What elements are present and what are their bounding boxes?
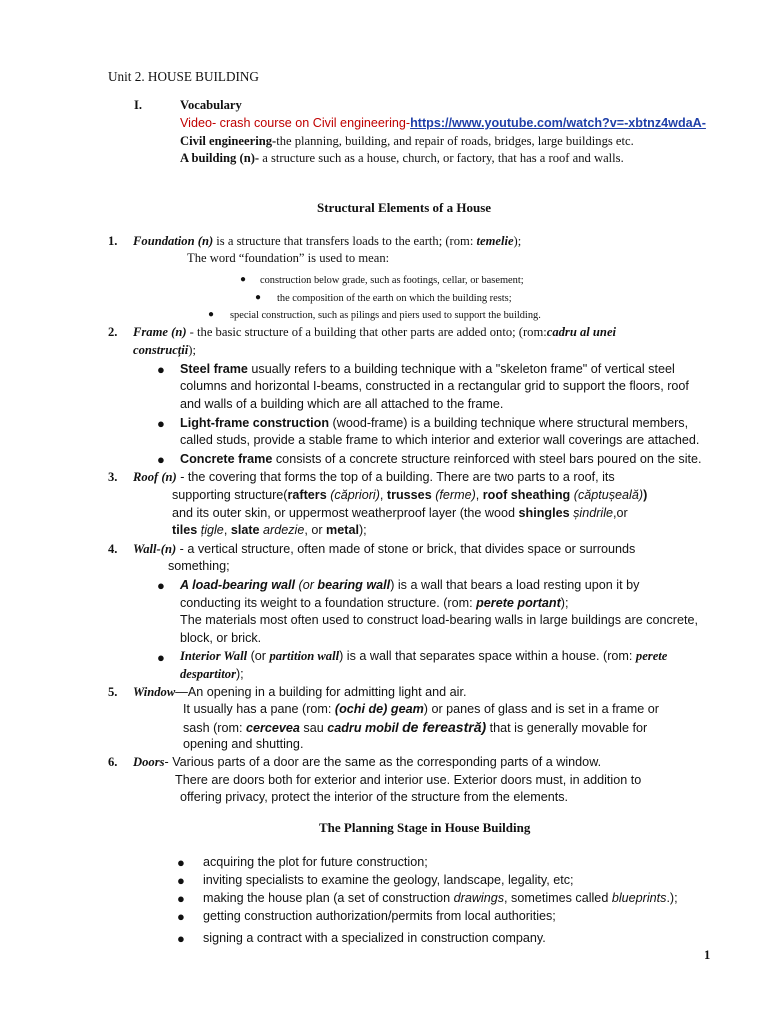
load-bearing-line-2: conducting its weight to a foundation structure. (rom: perete portant); bbox=[180, 596, 569, 610]
frame-term: Frame (n) bbox=[133, 325, 187, 339]
bullet-icon: ● bbox=[157, 362, 165, 377]
steel-frame-line-1: Steel frame usually refers to a building technique with a "skeleton frame" of vertical steel bbox=[180, 362, 675, 376]
bullet-icon: ● bbox=[240, 274, 247, 285]
item-number-4: 4. bbox=[108, 542, 118, 556]
bullet-icon: ● bbox=[157, 578, 165, 593]
bullet-icon: ● bbox=[177, 931, 185, 946]
bullet-icon: ● bbox=[208, 309, 215, 320]
steel-frame-line-3: and walls of a building which are all attached to the frame. bbox=[180, 397, 504, 411]
window-definition: Window—An opening in a building for admitting light and air. bbox=[133, 685, 467, 699]
foundation-bullet-3: special construction, such as pilings and piers used to support the building. bbox=[230, 310, 541, 321]
planning-step-2: inviting specialists to examine the geology, landscape, legality, etc; bbox=[203, 873, 574, 887]
wall-term: Wall-(n) bbox=[133, 542, 177, 556]
building-definition: A building (n)- a structure such as a house, church, or factory, that has a roof and walls. bbox=[180, 151, 624, 165]
light-frame-line-2: called studs, provide a stable frame to which interior and exterior wall coverings are attached. bbox=[180, 433, 700, 447]
vocabulary-heading: Vocabulary bbox=[180, 98, 242, 112]
planning-step-3: making the house plan (a set of construction drawings, sometimes called blueprints.); bbox=[203, 891, 678, 905]
steel-frame-term: Steel frame bbox=[180, 362, 248, 376]
foundation-bullet-2: the composition of the earth on which the building rests; bbox=[277, 293, 512, 304]
structural-elements-heading: Structural Elements of a House bbox=[317, 200, 492, 215]
concrete-frame-term: Concrete frame bbox=[180, 452, 273, 466]
planning-step-5: signing a contract with a specialized in construction company. bbox=[203, 931, 546, 945]
item-number-3: 3. bbox=[108, 470, 118, 484]
planning-step-4: getting construction authorization/permits from local authorities; bbox=[203, 909, 556, 923]
item-number-5: 5. bbox=[108, 685, 118, 699]
wall-line-2: something; bbox=[168, 559, 230, 573]
bullet-icon: ● bbox=[157, 416, 165, 431]
bullet-icon: ● bbox=[157, 452, 165, 467]
window-line-2: It usually has a pane (rom: (ochi de) geam) or panes of glass and is set in a frame or bbox=[183, 702, 659, 716]
unit-title: Unit 2. HOUSE BUILDING bbox=[108, 69, 259, 84]
foundation-definition: Foundation (n) is a structure that transfers loads to the earth; (rom: temelie); bbox=[133, 234, 522, 248]
roof-term: Roof (n) bbox=[133, 470, 177, 484]
light-frame-term: Light-frame construction bbox=[180, 416, 330, 430]
window-line-3: sash (rom: cercevea sau cadru mobil de fereastră) that is generally movable for bbox=[183, 719, 648, 735]
roof-definition: Roof (n) - the covering that forms the top of a building. There are two parts to a roof, its bbox=[133, 470, 615, 484]
load-bearing-term: A load-bearing wall bbox=[180, 578, 295, 592]
materials-line-1: The materials most often used to construct load-bearing walls in large buildings are concrete, bbox=[180, 613, 699, 627]
bullet-icon: ● bbox=[177, 909, 185, 924]
frame-definition-cont: construcții); bbox=[133, 343, 196, 357]
item-number-1: 1. bbox=[108, 234, 118, 248]
light-frame-line-1: Light-frame construction (wood-frame) is a building technique where structural members, bbox=[180, 416, 689, 430]
wall-definition: Wall-(n) - a vertical structure, often made of stone or brick, that divides space or surrounds bbox=[133, 542, 636, 556]
foundation-word-line: The word “foundation” is used to mean: bbox=[187, 251, 390, 265]
video-label: Video- crash course on Civil engineering- bbox=[180, 116, 411, 130]
window-line-4: opening and shutting. bbox=[183, 737, 304, 751]
doors-definition: Doors- Various parts of a door are the same as the corresponding parts of a window. bbox=[133, 755, 602, 769]
materials-line-2: block, or brick. bbox=[180, 631, 262, 645]
doors-line-3: offering privacy, protect the interior of the structure from the elements. bbox=[180, 790, 569, 804]
foundation-bullet-1: construction below grade, such as footings, cellar, or basement; bbox=[260, 275, 524, 286]
load-bearing-line-1: A load-bearing wall (or bearing wall) is a wall that bears a load resting upon it by bbox=[180, 578, 640, 592]
bullet-icon: ● bbox=[177, 873, 185, 888]
civil-engineering-term: Civil engineering- bbox=[180, 134, 277, 148]
video-line bbox=[180, 116, 706, 131]
planning-step-1: acquiring the plot for future construction; bbox=[203, 855, 428, 869]
bullet-icon: ● bbox=[255, 292, 262, 303]
interior-wall-term: Interior Wall bbox=[180, 649, 248, 663]
doors-term: Doors bbox=[133, 755, 165, 769]
section-roman-numeral: I. bbox=[134, 98, 143, 112]
item-number-6: 6. bbox=[108, 755, 118, 769]
video-link[interactable]: https://www.youtube.com/watch?v=-xbtnz4wdaA- bbox=[410, 116, 706, 130]
bullet-icon: ● bbox=[177, 855, 185, 870]
interior-wall-line-1: Interior Wall (or partition wall) is a wall that separates space within a house. (rom: perete bbox=[180, 649, 668, 663]
foundation-term: Foundation (n) bbox=[133, 234, 214, 248]
roof-line-2: supporting structure(rafters (căpriori), trusses (ferme), roof sheathing (căptușeală)) bbox=[172, 488, 648, 502]
roof-line-3: and its outer skin, or uppermost weatherproof layer (the wood shingles șindrile,or bbox=[172, 506, 628, 520]
civil-engineering-definition: Civil engineering-the planning, building, and repair of roads, bridges, large buildings etc. bbox=[180, 134, 634, 148]
bullet-icon: ● bbox=[177, 891, 185, 906]
concrete-frame-line: Concrete frame consists of a concrete structure reinforced with steel bars poured on the site. bbox=[180, 452, 702, 466]
steel-frame-line-2: columns and horizontal I-beams, constructed in a rectangular grid to support the floors, roof bbox=[180, 379, 689, 393]
doors-line-2: There are doors both for exterior and interior use. Exterior doors must, in addition to bbox=[175, 773, 642, 787]
building-term: A building (n)- bbox=[180, 151, 260, 165]
interior-wall-line-2: despartitor); bbox=[180, 667, 244, 681]
window-term: Window bbox=[133, 685, 176, 699]
frame-definition: Frame (n) - the basic structure of a building that other parts are added onto; (rom:cadru al unei bbox=[133, 325, 617, 339]
planning-stage-heading: The Planning Stage in House Building bbox=[319, 820, 531, 835]
roof-line-4: tiles țigle, slate ardezie, or metal); bbox=[172, 523, 367, 537]
item-number-2: 2. bbox=[108, 325, 118, 339]
page-number: 1 bbox=[704, 948, 711, 962]
bullet-icon: ● bbox=[157, 650, 165, 665]
